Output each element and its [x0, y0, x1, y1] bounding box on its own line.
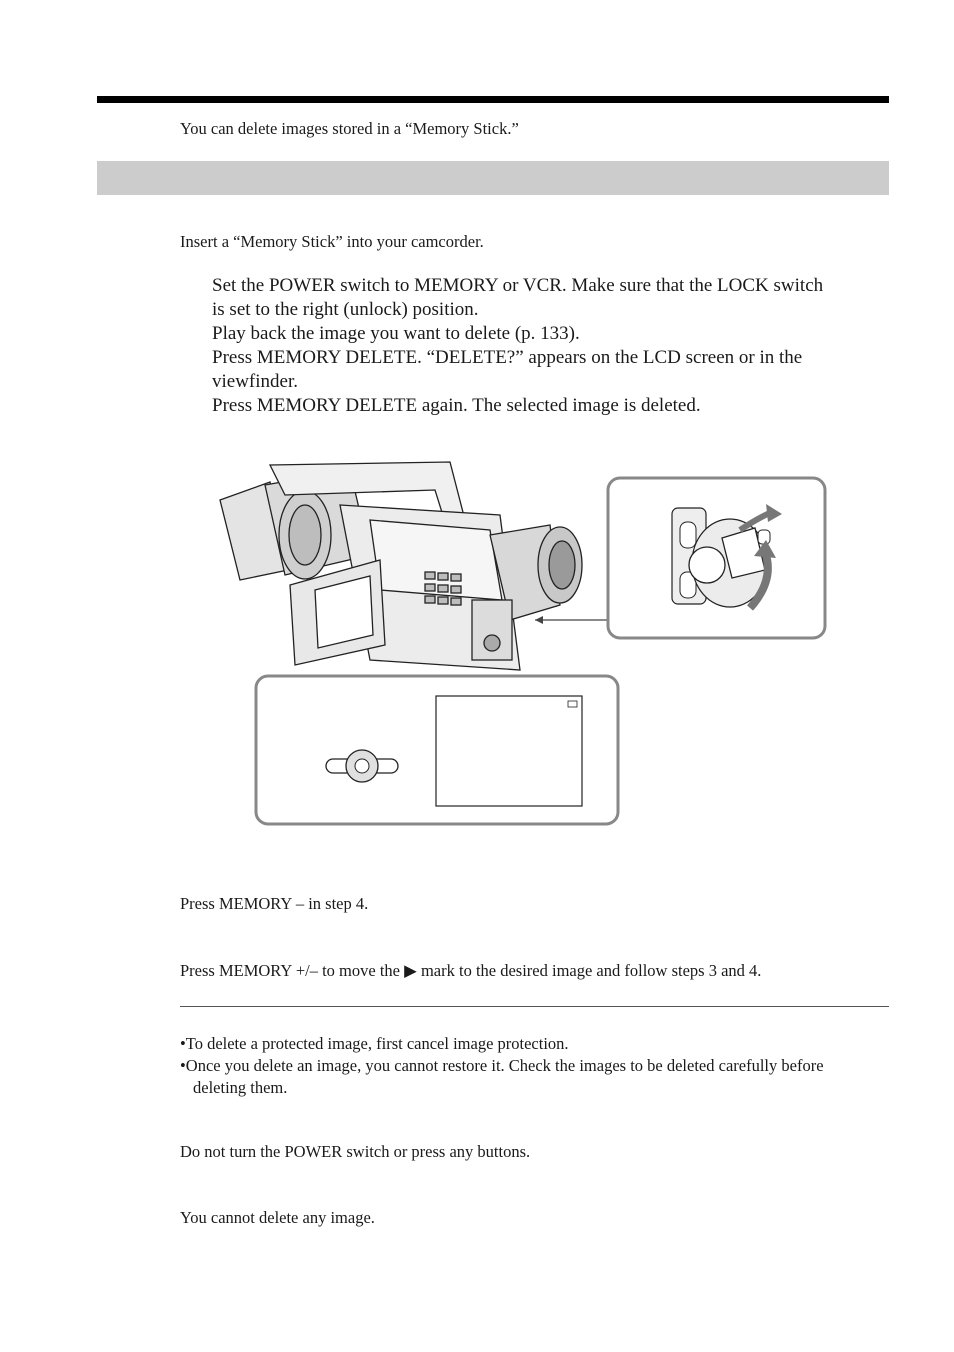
note-item: •To delete a protected image, first cancel image protection. — [180, 1034, 569, 1053]
cancel-deletion-text: Press MEMORY – in step 4. — [180, 894, 369, 913]
step-3-line-2: viewfinder. — [212, 371, 299, 392]
index-text-after: mark to the desired image and follow steps 3 and 4. — [416, 961, 762, 980]
camcorder-illustration — [210, 460, 830, 830]
notes-divider — [180, 1006, 889, 1007]
step-1-line-2: is set to the right (unlock) position. — [212, 299, 479, 320]
play-mark-icon: ▶ — [404, 961, 417, 980]
note-item: •Once you delete an image, you cannot restore it. Check the images to be deleted carefully before deleting them. — [180, 1056, 824, 1097]
while-deleting-text: Do not turn the POWER switch or press any buttons. — [180, 1142, 531, 1161]
index-text-before: Press MEMORY +/– to move the — [180, 961, 405, 980]
step-1-line-1: Set the POWER switch to MEMORY or VCR. Make sure that the LOCK switch — [212, 275, 824, 296]
memory-stick-icon — [568, 701, 577, 707]
section-top-rule — [97, 96, 889, 103]
step-2: Play back the image you want to delete (p. 133). — [212, 323, 580, 344]
camcorder-icon — [220, 462, 582, 670]
intro-text: You can delete images stored in a “Memory Stick.” — [180, 119, 519, 138]
step-4: Press MEMORY DELETE again. The selected image is deleted. — [212, 395, 701, 416]
index-screen-text — [180, 960, 761, 982]
power-switch-dial-illustration — [608, 478, 825, 638]
step-3-line-1: Press MEMORY DELETE. “DELETE?” appears on the LCD screen or in the — [212, 347, 803, 368]
lcd-screen-preview — [436, 696, 582, 806]
section-heading-bar — [97, 161, 889, 195]
notes-list — [180, 1033, 880, 1099]
delete-inset — [256, 676, 618, 824]
prep-text: Insert a “Memory Stick” into your camcorder. — [180, 232, 484, 251]
write-protect-text: You cannot delete any image. — [180, 1208, 375, 1227]
step-list — [212, 274, 892, 418]
